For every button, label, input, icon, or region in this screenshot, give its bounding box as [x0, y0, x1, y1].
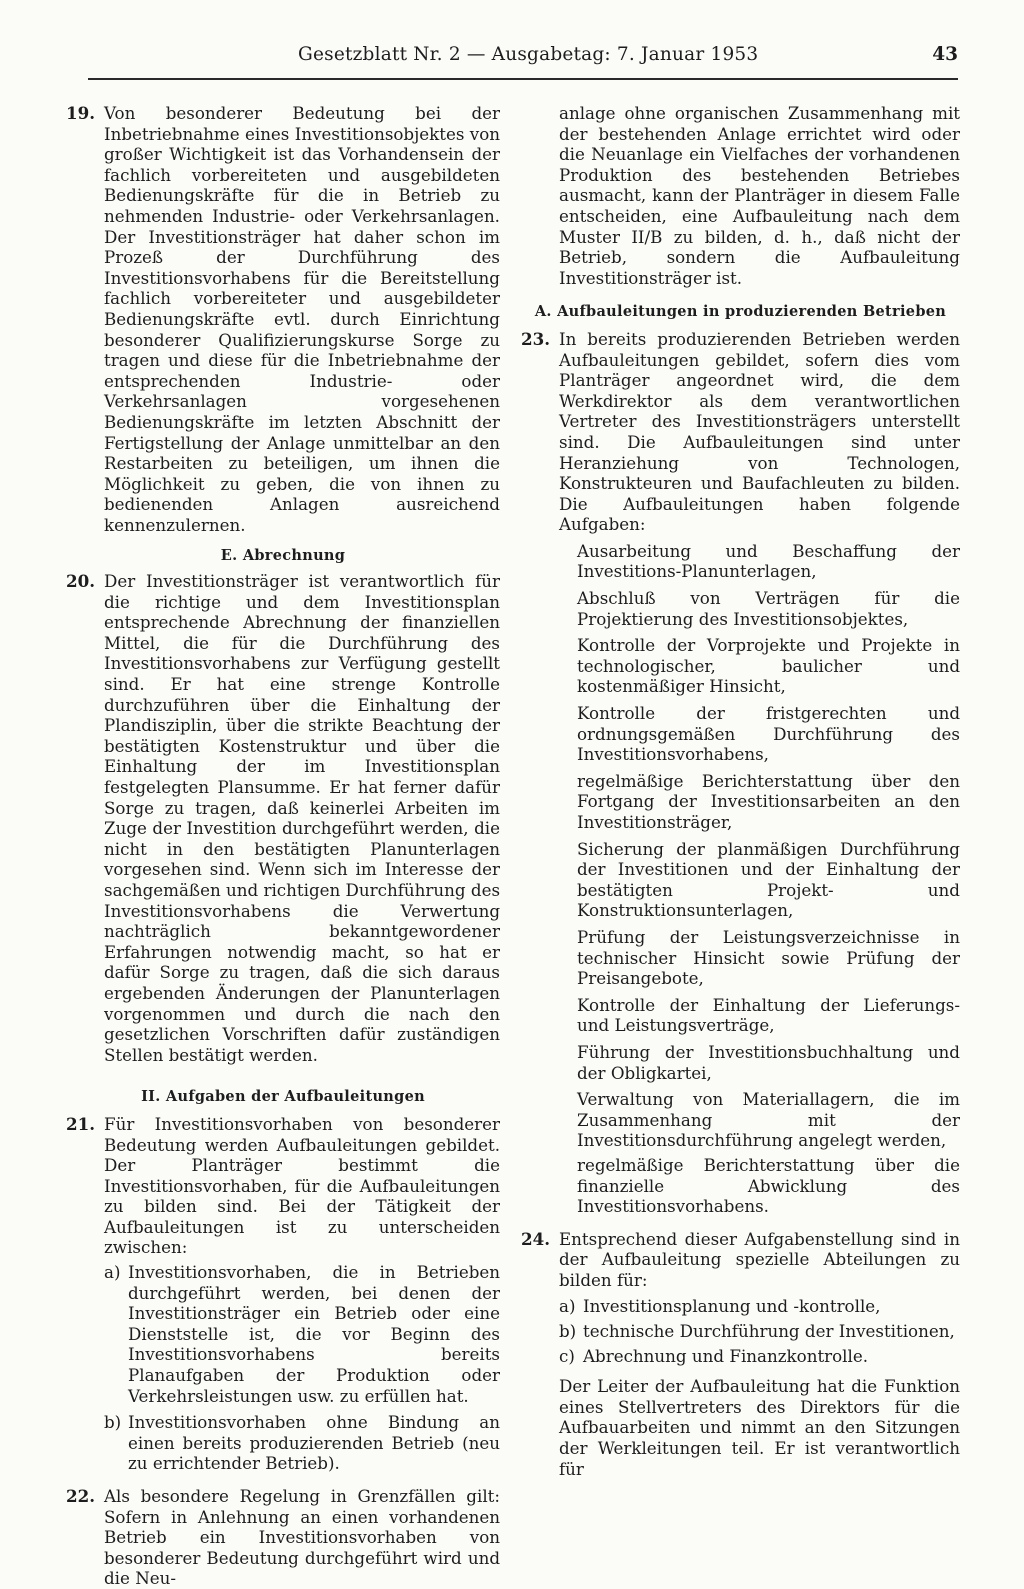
gazette-title: Gesetzblatt Nr. 2 — Ausgabetag: 7. Januar 1953	[298, 44, 759, 65]
item-text: Abrechnung und Finanzkontrolle.	[583, 1345, 869, 1366]
task-item: Abschluß von Verträgen für die Projektierung des Investitionsobjektes,	[577, 588, 960, 629]
item-label: a)	[559, 1296, 576, 1317]
paragraph-24-closing: Der Leiter der Aufbauleitung hat die Funktion eines Stellvertreters des Direktors für die Aufbauarbeiten und nimmt an den Sitzungen der Werkleitungen teil. Er ist verantwortlich für	[559, 1376, 960, 1479]
paragraph-text: In bereits produzierenden Betrieben werden Aufbauleitungen gebildet, sofern dies vom Planträger angeordnet wird, die dem Werkdirektor als dem verantwortlichen Vertreter des Investitionsträgers unterstellt sind. Die Aufbauleitungen sind unter Heranziehung von Technologen, Konstrukteuren und Baufachleuten zu bilden. Die Aufbauleitungen haben folgende Aufgaben:	[559, 328, 960, 535]
list-item-a	[559, 1296, 960, 1317]
item-text: Investitionsvorhaben, die in Betrieben durchgeführt werden, bei denen der Investitionsträger ein Betrieb oder eine Dienststelle ist, die vor Beginn des Investitionsvorhabens bereits Planaufgaben der Produktion oder Verkehrsleistungen usw. zu erfüllen hat.	[128, 1262, 500, 1406]
task-item: Kontrolle der Vorprojekte und Projekte in technologischer, baulicher und kostenmäßiger Hinsicht,	[577, 635, 960, 697]
paragraph-22-continued: anlage ohne organischen Zusammenhang mit der bestehenden Anlage errichtet wird oder die Neuanlage ein Vielfaches der vorhandenen Produktion des bestehenden Betriebes ausmacht, kann der Planträger in diesem Falle entscheiden, eine Aufbauleitung nach dem Muster II/B zu bilden, d. h., daß nicht der Betrieb, sondern die Aufbauleitung Investitionsträger ist.	[559, 103, 960, 288]
paragraph-number: 23.	[521, 328, 551, 349]
list-item-b	[559, 1321, 960, 1342]
list-item-b	[104, 1412, 500, 1474]
right-column	[521, 103, 960, 1479]
item-label: a)	[104, 1262, 121, 1283]
paragraph-text: Als besondere Regelung in Grenzfällen gilt: Sofern in Anlehnung an einen vorhandenen Betrieb ein Investitionsvorhaben von besonderer Bedeutung durchgeführt wird und die Neu-	[104, 1486, 500, 1589]
item-text: technische Durchführung der Investitionen,	[583, 1321, 955, 1342]
page-number: 43	[932, 44, 958, 65]
list-item-c	[559, 1346, 960, 1367]
task-item: Kontrolle der fristgerechten und ordnungsgemäßen Durchführung des Investitionsvorhabens,	[577, 703, 960, 765]
list-item-a	[104, 1262, 500, 1406]
paragraph-number: 24.	[521, 1228, 551, 1249]
paragraph-19	[66, 103, 500, 535]
task-item: Verwaltung von Materiallagern, die im Zusammenhang mit der Investitionsdurchführung angelegt werden,	[577, 1089, 960, 1151]
paragraph-text: Für Investitionsvorhaben von besonderer Bedeutung werden Aufbauleitungen gebildet. Der Planträger bestimmt die Investitionsvorhaben, für die Aufbauleitungen zu bilden sind. Bei der Tätigkeit der Aufbauleitungen ist zu unterscheiden zwischen:	[104, 1113, 500, 1258]
task-item: regelmäßige Berichterstattung über den Fortgang der Investitionsarbeiten an den Investitionsträger,	[577, 770, 960, 832]
task-item: Führung der Investitionsbuchhaltung und der Obligkartei,	[577, 1041, 960, 1083]
task-item: Prüfung der Leistungsverzeichnisse in technischer Hinsicht sowie Prüfung der Preisangebote,	[577, 926, 960, 989]
paragraph-23	[521, 329, 960, 535]
paragraph-21	[66, 1114, 500, 1258]
task-item: Kontrolle der Einhaltung der Lieferungs- und Leistungsverträge,	[577, 994, 960, 1036]
task-item: regelmäßige Berichterstattung über die finanzielle Abwicklung des Investitionsvorhabens.	[577, 1154, 960, 1217]
paragraph-text: Der Investitionsträger ist verantwortlich für die richtige und dem Investitionsplan entsprechende Abrechnung der finanziellen Mittel, die für die Durchführung des Investitionsvorhabens zur Verfügung gestellt sind. Er hat eine strenge Kontrolle durchzuführen über die Einhaltung der Plandisziplin, über die strikte Beachtung der bestätigten Kostenstruktur und über die Einhaltung der im Investitionsplan festgelegten Plansumme. Er hat ferner dafür Sorge zu tragen, daß keinerlei Arbeiten im Zuge der Investition durchgeführt werden, die nicht in den bestätigten Planunterlagen vorgesehen sind. Wenn sich im Interesse der sachgemäßen und richtigen Durchführung des Investitionsvorhabens die Verwertung nachträglich bekanntgewordener Erfahrungen notwendig macht, so hat er dafür Sorge zu tragen, daß die sich daraus ergebenden Änderungen der Planunterlagen vorgenommen und durch die nach den gesetzlichen Vorschriften dafür zuständigen Stellen bestätigt werden.	[104, 571, 501, 1065]
paragraph-number: 21.	[66, 1113, 96, 1134]
paragraph-text: Von besonderer Bedeutung bei der Inbetriebnahme eines Investitionsobjektes von großer Wichtigkeit ist das Vorhandensein der fachlich vorbereiteten und ausgebildeten Bedienungskräfte für die in Betrieb zu nehmenden Industrie- oder Verkehrsanlagen. Der Investitionsträger hat daher schon im Prozeß der Durchführung des Investitionsvorhabens für die Bereitstellung fachlich vorbereiteter und ausgebildeter Bedienungskräfte evtl. durch Einrichtung besonderer Qualifizierungskurse Sorge zu tragen und diese für die Inbetriebnahme der entsprechenden Industrie- oder Verkehrsanlagen vorgesehenen Bedienungskräfte im letzten Abschnitt der Fertigstellung der Anlage unmittelbar an den Restarbeiten zu beteiligen, um ihnen die Möglichkeit zu geben, die von ihnen zu bedienenden Anlagen ausreichend kennenzulernen.	[104, 103, 500, 535]
paragraph-number: 19.	[66, 103, 96, 123]
paragraph-24	[521, 1229, 960, 1291]
item-text: Investitionsplanung und -kontrolle,	[583, 1296, 881, 1317]
item-label: c)	[559, 1345, 575, 1366]
section-heading-a: A. Aufbauleitungen in produzierenden Betrieben	[534, 303, 947, 321]
paragraph-20	[66, 571, 500, 1065]
paragraph-22	[66, 1486, 500, 1589]
task-item: Sicherung der planmäßigen Durchführung der Investitionen und der Einhaltung der bestätigten Projekt- und Konstruktionsunterlagen,	[577, 838, 960, 921]
section-heading-e: E. Abrechnung	[220, 547, 346, 565]
task-item: Ausarbeitung und Beschaffung der Investitions-Planunterlagen,	[577, 540, 960, 582]
paragraph-number: 20.	[66, 571, 96, 592]
item-text: Investitionsvorhaben ohne Bindung an einen bereits produzierenden Betrieb (neu zu errichtender Betrieb).	[128, 1412, 500, 1474]
section-heading-ii: II. Aufgaben der Aufbauleitungen	[141, 1088, 425, 1106]
left-column	[66, 103, 500, 1589]
page-header	[88, 38, 958, 80]
paragraph-number: 22.	[66, 1486, 96, 1506]
item-label: b)	[559, 1321, 577, 1342]
paragraph-text: Entsprechend dieser Aufgabenstellung sind in der Aufbauleitung spezielle Abteilungen zu bilden für:	[559, 1228, 960, 1290]
item-label: b)	[104, 1412, 122, 1433]
